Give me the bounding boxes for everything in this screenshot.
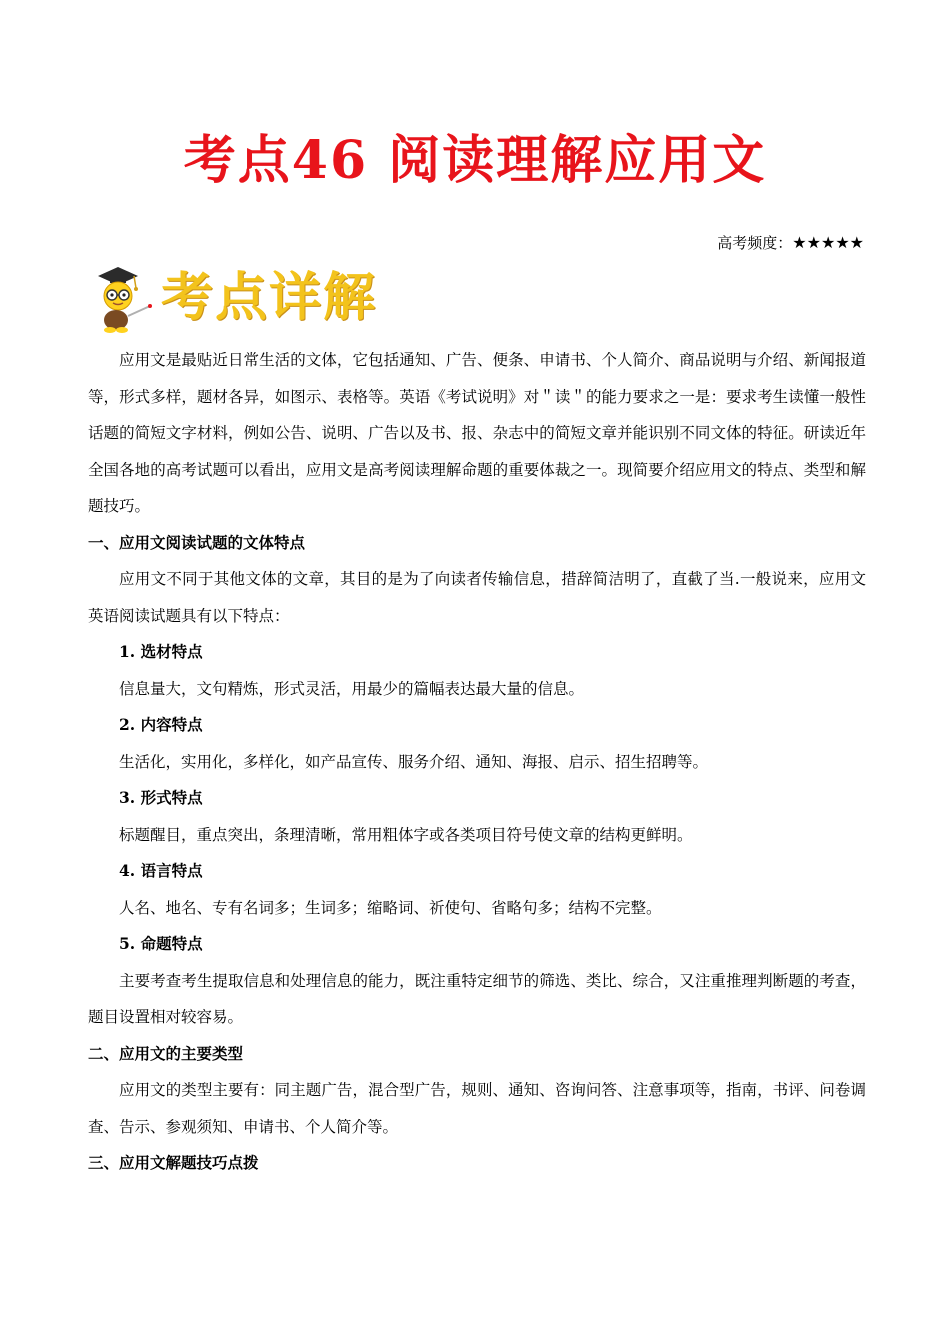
- item-title: 命题特点: [140, 934, 203, 953]
- item-title: 形式特点: [140, 788, 203, 807]
- item-heading: [119, 853, 866, 890]
- item-heading: [119, 634, 866, 671]
- exam-frequency: [717, 232, 864, 254]
- frequency-stars: ★★★★★: [792, 233, 864, 252]
- item-heading: [119, 707, 866, 744]
- item-title: 选材特点: [140, 642, 203, 661]
- item-text: 主要考查考生提取信息和处理信息的能力，既注重特定细节的筛选、类比、综合，又注重推理判断题的考查，题目设置相对较容易。: [88, 971, 866, 1026]
- section2-heading: 二、应用文的主要类型: [88, 1043, 244, 1063]
- item-number: 2.: [119, 715, 136, 734]
- section1-heading: 一、应用文阅读试题的文体特点: [88, 532, 306, 552]
- intro-paragraph: 应用文是最贴近日常生活的文体，它包括通知、广告、便条、申请书、个人简介、商品说明与介绍、新闻报道等，形式多样，题材各异，如图示、表格等。英语《考试说明》对＂读＂的能力要求之一是：要求考生读懂一般性话题的简短文字材料，例如公告、说明、广告以及书、报、杂志中的简短文章并能识别不同文体的特征。研读近年全国各地的高考试题可以看出，应用文是高考阅读理解命题的重要体裁之一。现简要介绍应用文的特点、类型和解题技巧。: [88, 351, 866, 515]
- document-body: [88, 342, 866, 1182]
- item-heading: [119, 926, 866, 963]
- item-title: 内容特点: [140, 715, 203, 734]
- frequency-label: 高考频度：: [717, 234, 793, 252]
- section2-text: 应用文的类型主要有：同主题广告，混合型广告，规则、通知、咨询问答、注意事项等，指南，书评、问卷调查、告示、参观须知、申请书、个人简介等。: [88, 1081, 866, 1136]
- item-number: 3.: [119, 788, 136, 807]
- item-text: 人名、地名、专有名词多；生词多；缩略词、祈使句、省略句多；结构不完整。: [119, 898, 662, 917]
- item-text: 生活化，实用化，多样化，如产品宣传、服务介绍、通知、海报、启示、招生招聘等。: [119, 752, 709, 771]
- item-heading: [119, 780, 866, 817]
- section-banner: [88, 264, 388, 334]
- item-number: 1.: [119, 642, 136, 661]
- page-title: 考点46 阅读理解应用文: [183, 130, 767, 191]
- item-text: 标题醒目，重点突出，条理清晰，常用粗体字或各类项目符号使文章的结构更鲜明。: [119, 825, 693, 844]
- item-title: 语言特点: [140, 861, 203, 880]
- graduate-mascot-icon: [88, 264, 162, 334]
- banner-title: 考点详解: [161, 268, 378, 328]
- section1-intro: 应用文不同于其他文体的文章，其目的是为了向读者传输信息，措辞简洁明了，直截了当.一般说来，应用文英语阅读试题具有以下特点：: [88, 570, 866, 625]
- item-text: 信息量大，文句精炼，形式灵活，用最少的篇幅表达最大量的信息。: [119, 679, 585, 698]
- item-number: 5.: [119, 934, 136, 953]
- item-number: 4.: [119, 861, 136, 880]
- section3-heading: 三、应用文解题技巧点拨: [88, 1153, 259, 1172]
